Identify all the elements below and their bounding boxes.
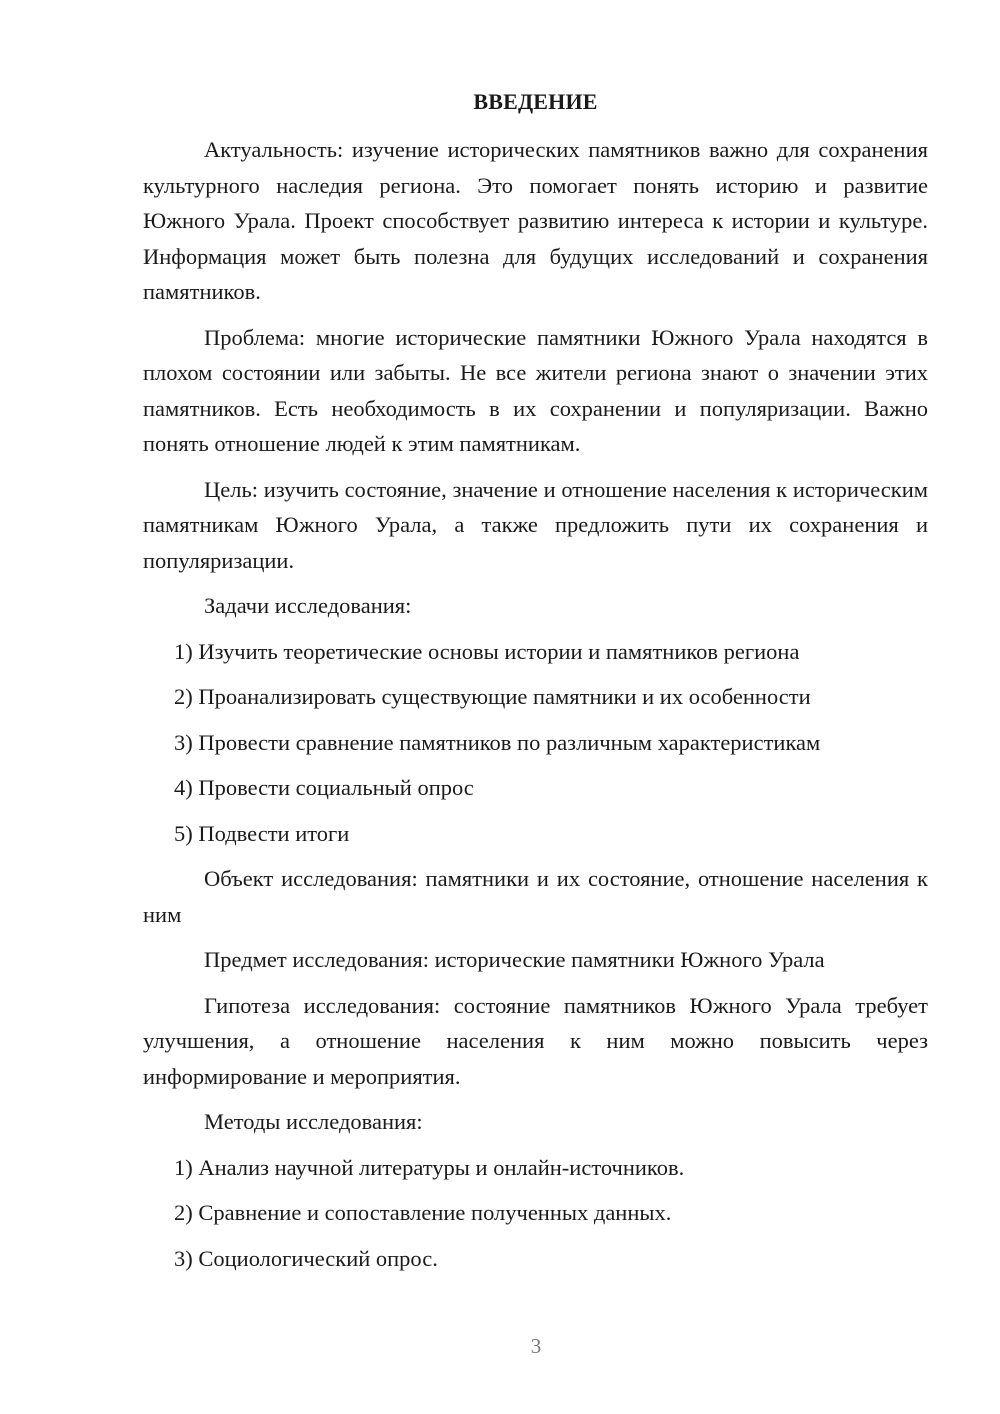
problem-paragraph: Проблема: многие исторические памятники Южного Урала находятся в плохом состоянии или забыты. Не все жители региона знают о значении этих памятников. Есть необходимость в их сохранении и популяризации. Важно понять отношение людей к этим памятникам.	[143, 324, 928, 456]
method-item: 1) Анализ научной литературы и онлайн-источников.	[174, 1154, 685, 1180]
document-page	[143, 88, 928, 1286]
tasks-heading: Задачи исследования:	[204, 593, 412, 618]
methods-list	[143, 1150, 928, 1277]
method-item: 3) Социологический опрос.	[174, 1245, 438, 1271]
task-item: 5) Подвести итоги	[174, 820, 350, 846]
task-item: 3) Провести сравнение памятников по различным характеристикам	[174, 729, 821, 755]
tasks-list	[143, 634, 928, 852]
goal-paragraph: Цель: изучить состояние, значение и отношение населения к историческим памятникам Южного Урала, а также предложить пути их сохранения и популяризации.	[143, 476, 928, 573]
method-item: 2) Сравнение и сопоставление полученных данных.	[174, 1200, 672, 1225]
hypothesis-paragraph: Гипотеза исследования: состояние памятников Южного Урала требует улучшения, а отношение населения к ним можно повысить через информирование и мероприятия.	[143, 992, 928, 1089]
page-title: ВВЕДЕНИЕ	[473, 89, 598, 114]
task-item: 2) Проанализировать существующие памятники и их особенности	[174, 684, 811, 709]
object-paragraph: Объект исследования: памятники и их состояние, отношение населения к ним	[143, 866, 928, 927]
methods-heading: Методы исследования:	[204, 1109, 423, 1134]
relevance-paragraph: Актуальность: изучение исторических памятников важно для сохранения культурного наследия региона. Это помогает понять историю и развитие Южного Урала. Проект способствует развитию интереса к истории и культуре. Информация может быть полезна для будущих исследований и сохранения памятников.	[143, 137, 928, 304]
page-number: 3	[530, 1334, 542, 1358]
task-item: 4) Провести социальный опрос	[174, 775, 474, 800]
subject-paragraph: Предмет исследования: исторические памятники Южного Урала	[204, 947, 825, 972]
task-item: 1) Изучить теоретические основы истории и памятников региона	[174, 638, 800, 664]
